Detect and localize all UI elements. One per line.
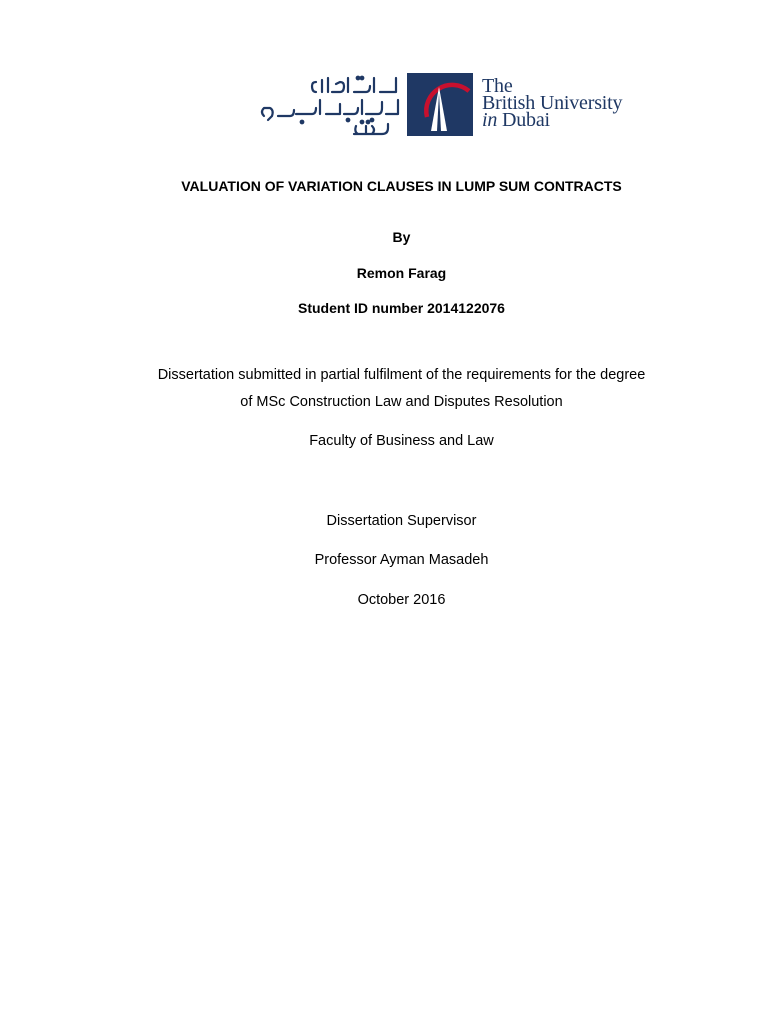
by-label: By bbox=[392, 229, 411, 245]
logo-dubai-word: Dubai bbox=[497, 109, 550, 131]
dissertation-title: VALUATION OF VARIATION CLAUSES IN LUMP SUM CONTRACTS bbox=[181, 178, 622, 194]
logo-line-british-university: British University bbox=[482, 92, 623, 114]
university-emblem-icon bbox=[407, 73, 473, 136]
student-id: Student ID number 2014122076 bbox=[298, 300, 505, 316]
logo-line-in-dubai bbox=[482, 109, 622, 131]
university-logo bbox=[256, 72, 631, 138]
arabic-wordmark bbox=[256, 72, 402, 138]
dissertation-statement-line2: of MSc Construction Law and Disputes Resolution bbox=[240, 394, 563, 410]
logo-line-the: The bbox=[482, 75, 513, 97]
faculty-name: Faculty of Business and Law bbox=[309, 433, 494, 449]
author-name: Remon Farag bbox=[356, 265, 447, 281]
dissertation-statement-line1: Dissertation submitted in partial fulfilment of the requirements for the degree bbox=[157, 367, 646, 383]
supervisor-name: Professor Ayman Masadeh bbox=[314, 552, 489, 568]
submission-date: October 2016 bbox=[357, 592, 446, 608]
supervisor-label: Dissertation Supervisor bbox=[326, 513, 477, 529]
logo-in-word: in bbox=[482, 109, 498, 131]
english-wordmark bbox=[482, 75, 623, 131]
